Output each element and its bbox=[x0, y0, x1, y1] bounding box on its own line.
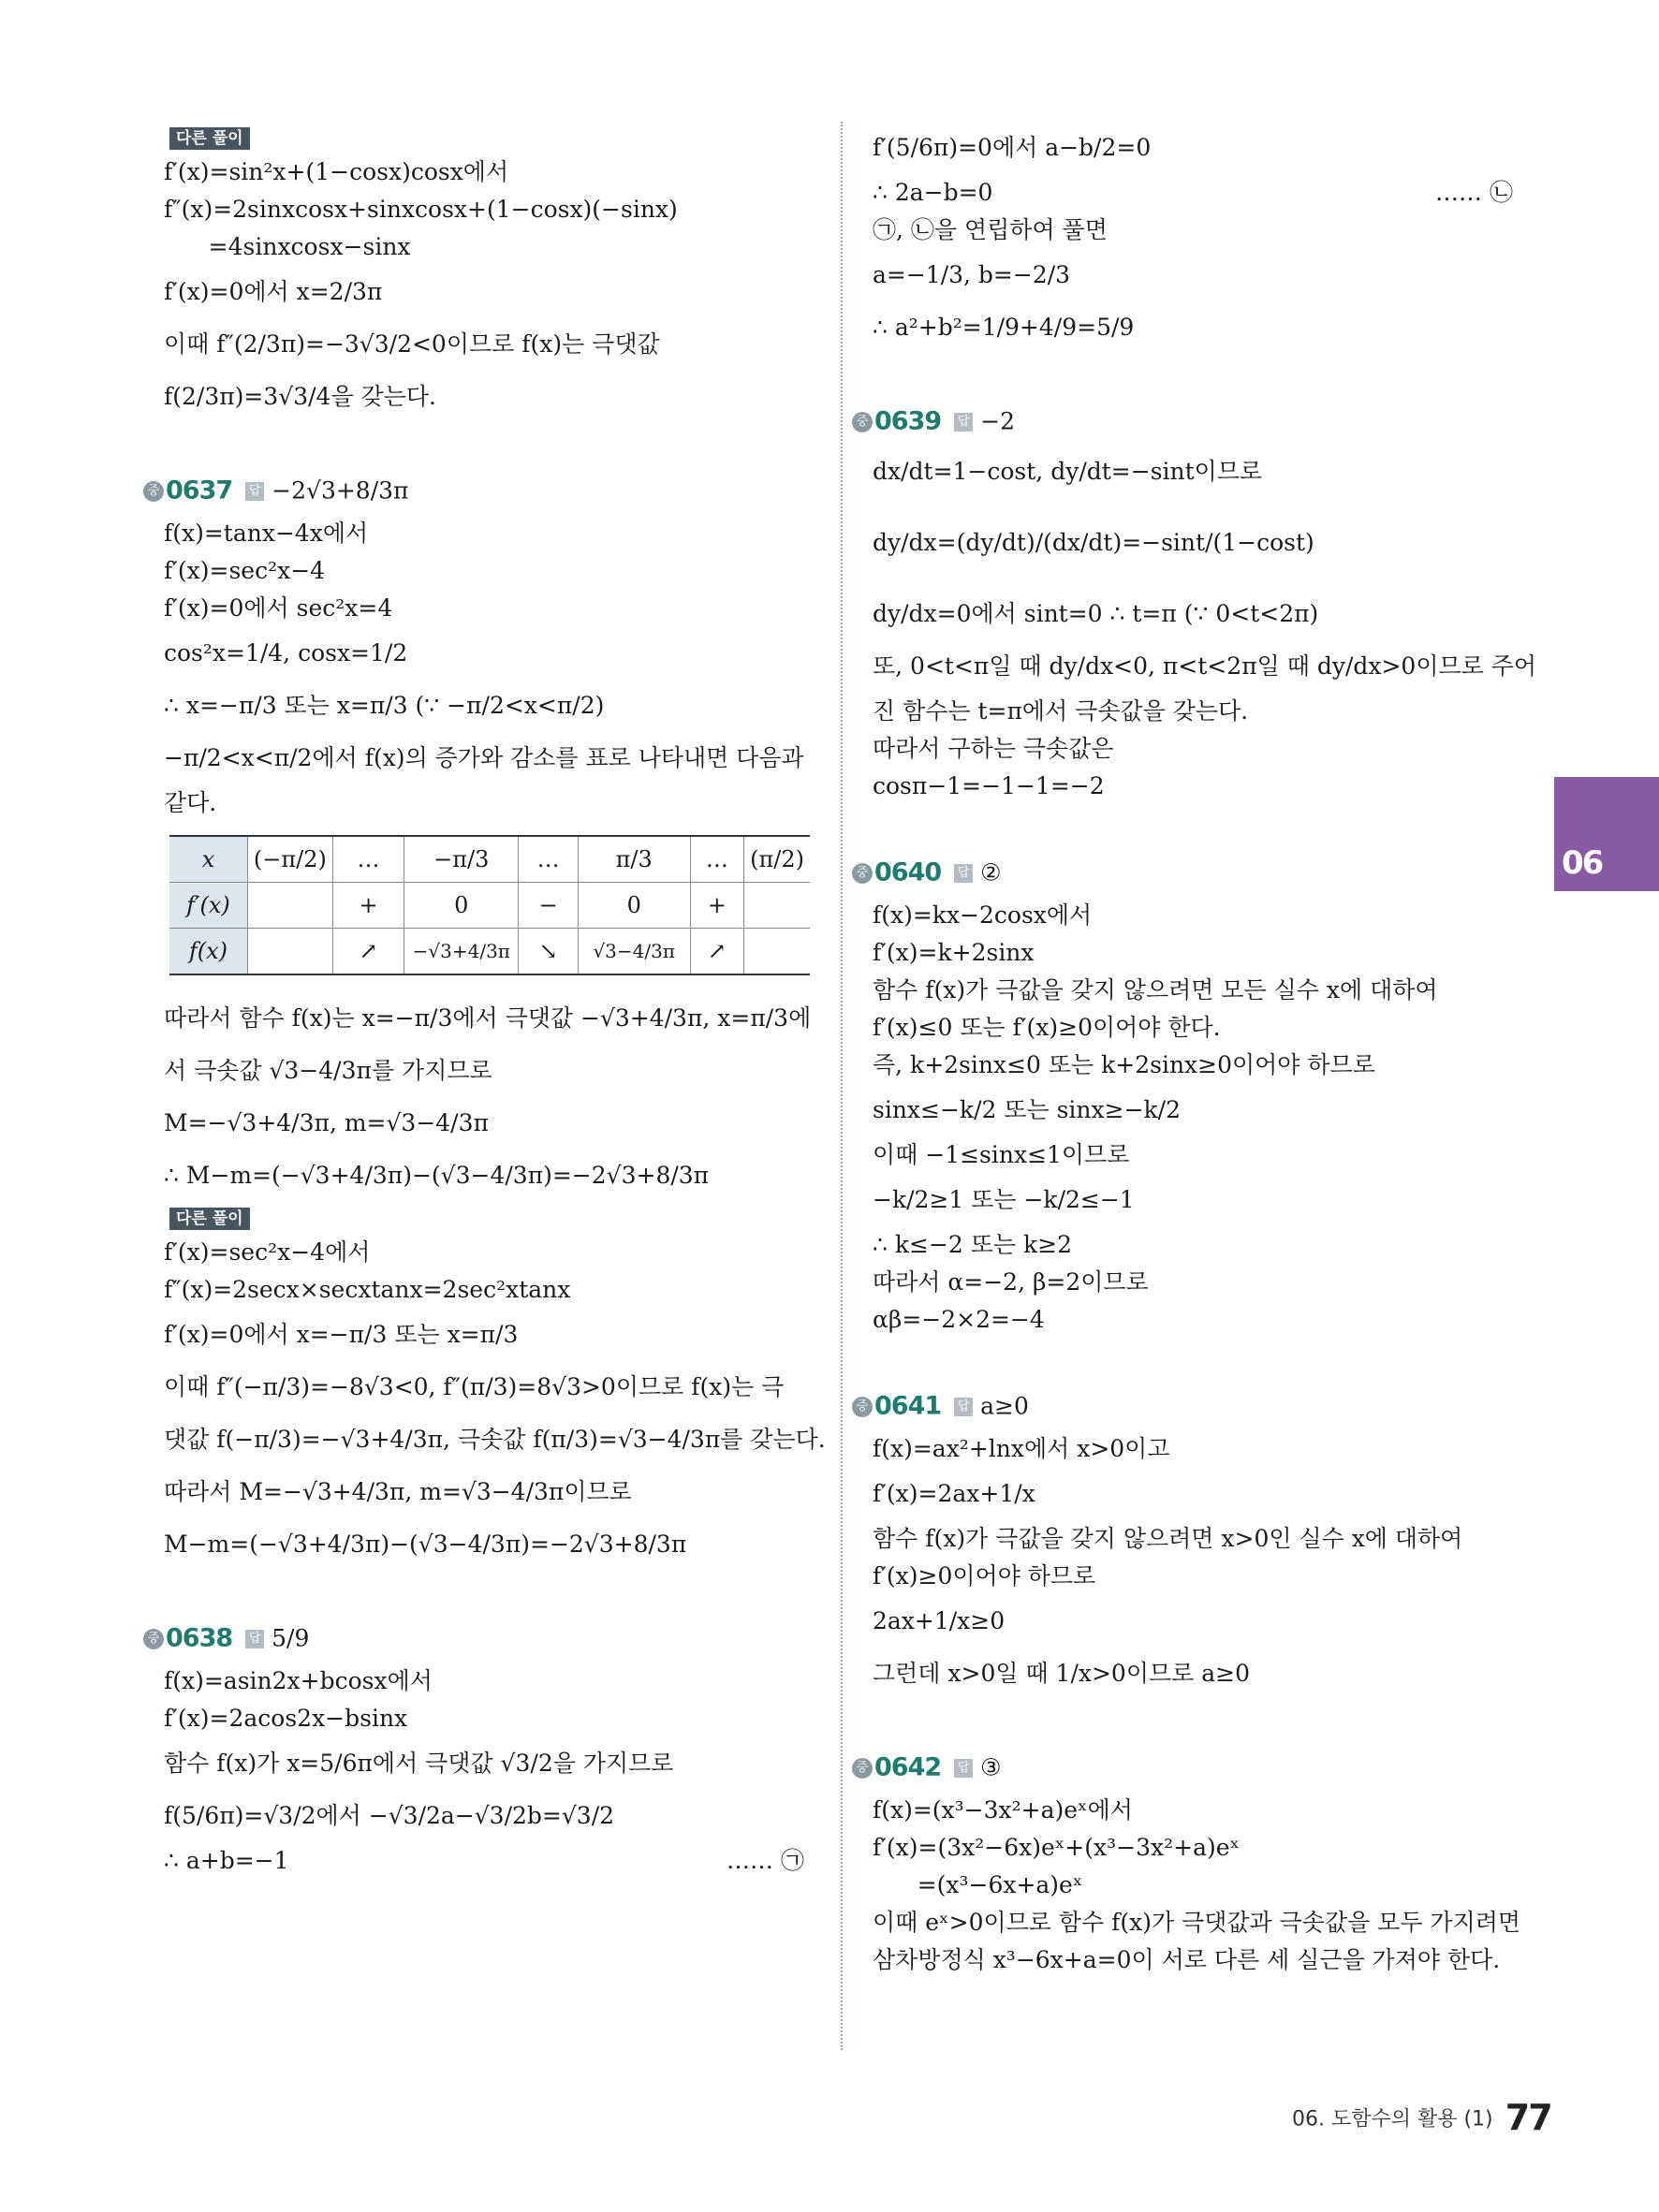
table-cell: ↗ bbox=[332, 929, 404, 975]
math-line: f′(5/6π)=0에서 a−b/2=0 bbox=[873, 134, 1152, 161]
math-line: 이때 f″(−π/3)=−8√3<0, f″(π/3)=8√3>0이므로 f(x)는 극 bbox=[164, 1373, 785, 1400]
math-line: f′(x)=sin²x+(1−cosx)cosx에서 bbox=[164, 158, 509, 185]
math-line: dy/dx=(dy/dt)/(dx/dt)=−sint/(1−cost) bbox=[873, 529, 1314, 556]
math-line: −π/2<x<π/2에서 f(x)의 증가와 감소를 표로 나타내면 다음과 bbox=[164, 744, 804, 771]
math-line: 따라서 구하는 극솟값은 bbox=[873, 735, 1114, 762]
table-cell: ↗ bbox=[690, 929, 744, 975]
answer-tag-icon: 답 bbox=[954, 1398, 973, 1416]
problem-header bbox=[852, 1743, 1519, 1792]
table-cell: 0 bbox=[578, 883, 690, 929]
math-line: 따라서 M=−√3+4/3π, m=√3−4/3π이므로 bbox=[164, 1478, 632, 1505]
problem-0640 bbox=[856, 848, 1519, 1339]
answer-tag-icon: 답 bbox=[245, 482, 264, 501]
alt-solution-0636 bbox=[164, 154, 810, 423]
problem-0639 bbox=[856, 397, 1537, 805]
math-line: f′(x)=sec²x−4 bbox=[164, 557, 326, 584]
chapter-tab-label: 06 bbox=[1562, 844, 1603, 882]
math-line: f′(x)=sec²x−4에서 bbox=[164, 1238, 371, 1266]
math-line: 이때 f″(2/3π)=−3√3/2<0이므로 f(x)는 극댓값 bbox=[164, 330, 660, 358]
math-line: f″(x)=2secx×secxtanx=2sec²xtanx bbox=[164, 1276, 571, 1303]
math-line: −k/2≥1 또는 −k/2≤−1 bbox=[873, 1186, 1135, 1213]
math-line: ∴ x=−π/3 또는 x=π/3 (∵ −π/2<x<π/2) bbox=[164, 692, 605, 719]
problem-header bbox=[852, 848, 1519, 897]
math-line: sinx≤−k/2 또는 sinx≥−k/2 bbox=[873, 1096, 1181, 1123]
table-cell: ↘ bbox=[519, 929, 578, 975]
math-line: =(x³−6x+a)eˣ bbox=[873, 1871, 1083, 1898]
math-line: f(x)=asin2x+bcosx에서 bbox=[164, 1667, 433, 1694]
math-line: αβ=−2×2=−4 bbox=[873, 1306, 1045, 1333]
problem-0638 bbox=[147, 1614, 810, 1880]
left-column bbox=[147, 122, 826, 1880]
answer-value: −2√3+8/3π bbox=[272, 476, 409, 505]
level-badge-icon: 중 bbox=[852, 1758, 873, 1779]
table-cell: f′(x) bbox=[169, 883, 247, 929]
math-line: 댓값 f(−π/3)=−√3+4/3π, 극솟값 f(π/3)=√3−4/3π를 갖는다. bbox=[164, 1426, 826, 1453]
math-line: dy/dx=0에서 sint=0 ∴ t=π (∵ 0<t<2π) bbox=[873, 600, 1319, 627]
level-badge-icon: 중 bbox=[143, 1629, 164, 1649]
math-line: f(x)=tanx−4x에서 bbox=[164, 520, 369, 547]
math-line: f′(x)=0에서 x=−π/3 또는 x=π/3 bbox=[164, 1321, 519, 1348]
table-cell: … bbox=[332, 836, 404, 883]
answer-value: ② bbox=[980, 858, 1002, 886]
level-badge-icon: 중 bbox=[143, 481, 164, 502]
table-cell: … bbox=[519, 836, 578, 883]
equation-tag: …… ㉡ bbox=[1435, 179, 1513, 206]
problem-number: 0638 bbox=[166, 1623, 233, 1653]
math-line: cos²x=1/4, cosx=1/2 bbox=[164, 639, 408, 667]
answer-value: 5/9 bbox=[272, 1624, 310, 1652]
table-cell: −π/3 bbox=[404, 836, 519, 883]
table-cell: … bbox=[690, 836, 744, 883]
table-cell: − bbox=[519, 883, 578, 929]
math-line: f′(x)=2ax+1/x bbox=[873, 1480, 1035, 1507]
problem-0642 bbox=[856, 1743, 1521, 1979]
table-cell bbox=[247, 929, 332, 975]
answer-value: ③ bbox=[980, 1753, 1002, 1781]
math-line: 즉, k+2sinx≤0 또는 k+2sinx≥0이어야 하므로 bbox=[873, 1051, 1375, 1078]
problem-header bbox=[852, 397, 1519, 446]
problem-header bbox=[143, 1614, 810, 1663]
math-line: f(x)=ax²+lnx에서 x>0이고 bbox=[873, 1435, 1170, 1462]
math-line: 서 극솟값 √3−4/3π를 가지므로 bbox=[164, 1057, 492, 1084]
chapter-side-tab bbox=[1554, 777, 1659, 891]
alt-solution-tag: 다른 풀이 bbox=[169, 127, 250, 150]
math-line: f′(x)≤0 또는 f′(x)≥0이어야 한다. bbox=[873, 1014, 1221, 1041]
table-cell bbox=[247, 883, 332, 929]
table-cell: f(x) bbox=[169, 929, 247, 975]
math-line: f′(x)=0에서 sec²x=4 bbox=[164, 594, 393, 622]
math-line: f′(x)=2acos2x−bsinx bbox=[164, 1705, 408, 1732]
math-line: 함수 f(x)가 x=5/6π에서 극댓값 √3/2을 가지므로 bbox=[164, 1750, 674, 1777]
math-line: 함수 f(x)가 극값을 갖지 않으려면 x>0인 실수 x에 대하여 bbox=[873, 1525, 1463, 1552]
page-footer bbox=[1292, 2097, 1551, 2138]
math-line: 이때 eˣ>0이므로 함수 f(x)가 극댓값과 극솟값을 모두 가지려면 bbox=[873, 1909, 1521, 1936]
problem-0641 bbox=[856, 1382, 1519, 1700]
answer-tag-icon: 답 bbox=[954, 1759, 973, 1778]
problem-number: 0639 bbox=[874, 406, 942, 436]
answer-tag-icon: 답 bbox=[954, 413, 973, 432]
math-line: cosπ−1=−1−1=−2 bbox=[873, 772, 1105, 799]
problem-header bbox=[143, 466, 810, 515]
math-line: 따라서 함수 f(x)는 x=−π/3에서 극댓값 −√3+4/3π, x=π/3에 bbox=[164, 1004, 812, 1032]
table-cell: √3−4/3π bbox=[578, 929, 690, 975]
math-line: ㉠, ㉡을 연립하여 풀면 bbox=[873, 216, 1108, 243]
math-line: f′(x)=k+2sinx bbox=[873, 939, 1035, 966]
problem-number: 0641 bbox=[874, 1391, 942, 1421]
table-cell: (−π/2) bbox=[247, 836, 332, 883]
table-cell bbox=[744, 929, 810, 975]
math-line: 이때 −1≤sinx≤1이므로 bbox=[873, 1141, 1130, 1168]
answer-tag-icon: 답 bbox=[245, 1630, 264, 1648]
math-line: a=−1/3, b=−2/3 bbox=[873, 261, 1071, 288]
math-line: f′(x)≥0이어야 하므로 bbox=[873, 1562, 1096, 1589]
math-line: 또, 0<t<π일 때 dy/dx<0, π<t<2π일 때 dy/dx>0이므로 주어 bbox=[873, 652, 1537, 680]
sign-table bbox=[169, 835, 810, 975]
math-line: 함수 f(x)가 극값을 갖지 않으려면 모든 실수 x에 대하여 bbox=[873, 976, 1438, 1003]
answer-tag-icon: 답 bbox=[954, 864, 973, 883]
problem-0637 bbox=[147, 466, 826, 1571]
table-cell: + bbox=[332, 883, 404, 929]
table-cell: + bbox=[690, 883, 744, 929]
answer-value: −2 bbox=[980, 407, 1016, 435]
math-line: f′(x)=0에서 x=2/3π bbox=[164, 278, 383, 305]
math-line: ∴ M−m=(−√3+4/3π)−(√3−4/3π)=−2√3+8/3π bbox=[164, 1162, 710, 1189]
math-line: f′(x)=(3x²−6x)eˣ+(x³−3x²+a)eˣ bbox=[873, 1834, 1241, 1861]
right-column bbox=[856, 122, 1537, 1979]
table-cell: π/3 bbox=[578, 836, 690, 883]
table-cell: x bbox=[169, 836, 247, 883]
column-divider bbox=[841, 122, 843, 2050]
answer-value: a≥0 bbox=[980, 1392, 1029, 1420]
math-line: M=−√3+4/3π, m=√3−4/3π bbox=[164, 1109, 489, 1136]
level-badge-icon: 중 bbox=[852, 863, 873, 884]
level-badge-icon: 중 bbox=[852, 412, 873, 432]
math-line: =4sinxcosx−sinx bbox=[164, 233, 411, 260]
math-text: ∴ a+b=−1 bbox=[164, 1847, 289, 1874]
problem-number: 0642 bbox=[874, 1752, 942, 1782]
math-line: 삼차방정식 x³−6x+a=0이 서로 다른 세 실근을 가져야 한다. bbox=[873, 1946, 1501, 1973]
alt-solution-tag: 다른 풀이 bbox=[169, 1208, 250, 1230]
table-cell: 0 bbox=[404, 883, 519, 929]
math-line: ∴ a²+b²=1/9+4/9=5/9 bbox=[873, 314, 1135, 341]
math-line bbox=[164, 1842, 810, 1880]
page-number: 77 bbox=[1505, 2097, 1551, 2138]
problem-header bbox=[852, 1382, 1519, 1430]
problem-number: 0637 bbox=[166, 476, 233, 505]
math-line: 2ax+1/x≥0 bbox=[873, 1607, 1006, 1634]
math-line bbox=[873, 174, 1519, 212]
equation-tag: …… ㉠ bbox=[727, 1847, 804, 1874]
table-row bbox=[169, 929, 810, 975]
table-row bbox=[169, 836, 810, 883]
math-line: f(2/3π)=3√3/4을 갖는다. bbox=[164, 383, 436, 410]
level-badge-icon: 중 bbox=[852, 1397, 873, 1417]
problem-number: 0640 bbox=[874, 857, 942, 887]
table-cell: −√3+4/3π bbox=[404, 929, 519, 975]
table-cell: (π/2) bbox=[744, 836, 810, 883]
math-line: f(5/6π)=√3/2에서 −√3/2a−√3/2b=√3/2 bbox=[164, 1802, 615, 1829]
chapter-title: 06. 도함수의 활용 (1) bbox=[1292, 2107, 1493, 2131]
math-line: f(x)=kx−2cosx에서 bbox=[873, 901, 1093, 929]
math-text: ∴ 2a−b=0 bbox=[873, 179, 993, 206]
problem-0638-continued bbox=[873, 122, 1519, 354]
math-line: 같다. bbox=[164, 789, 217, 816]
table-cell bbox=[744, 883, 810, 929]
math-line: f″(x)=2sinxcosx+sinxcosx+(1−cosx)(−sinx) bbox=[164, 196, 678, 223]
math-line: 진 함수는 t=π에서 극솟값을 갖는다. bbox=[873, 697, 1249, 725]
math-line: dx/dt=1−cost, dy/dt=−sint이므로 bbox=[873, 458, 1263, 485]
math-line: ∴ k≤−2 또는 k≥2 bbox=[873, 1231, 1072, 1258]
math-line: f(x)=(x³−3x²+a)eˣ에서 bbox=[873, 1796, 1133, 1824]
math-line: M−m=(−√3+4/3π)−(√3−4/3π)=−2√3+8/3π bbox=[164, 1531, 687, 1558]
math-line: 따라서 α=−2, β=2이므로 bbox=[873, 1268, 1149, 1296]
table-row bbox=[169, 883, 810, 929]
math-line: 그런데 x>0일 때 1/x>0이므로 a≥0 bbox=[873, 1660, 1250, 1687]
